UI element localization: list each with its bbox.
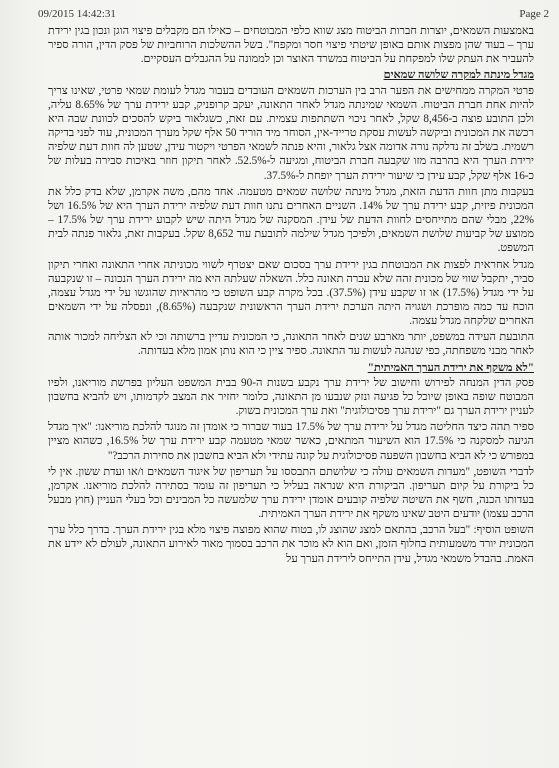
section-heading-appraisers: מגדל מינתה למקרה שלושה שמאים	[383, 69, 534, 82]
paragraph-intro: באמצעות השמאים, יוצרות חברות הביטוח מצג שווא כלפי המבוטחים – כאילו הם מקבלים פיצוי הוגן ונכון בגין ירידת ערך – בעוד שהן מפצות אותם באופן שיטתי פיצוי חסר ומקפח". בשל ההשלכות הרוחביות של פסק הדין, הורה ספיר להעביר את העתק שלו למפקחת על הביטוח במשרד האוצר וכן לממונה על ההגבלים העסקיים.	[48, 25, 534, 66]
page-number: Page 2	[519, 8, 549, 20]
section-heading-real-value: "לא משקף את ירידת הערך האמיתית"	[367, 361, 534, 374]
print-datetime: 09/2015 14:42:31	[38, 8, 116, 20]
paragraph-liability: מגדל אחראית לפצות את המבוטחת בגין ירידת ערך בסכום שאם יצטרף לשווי מכוניתה אחרי התאונה ואחרי תיקון סביר, יתקבל שווי של מכונית זהה שלא עברה תאונה כלל. השאלה שעלתה היא מה ירידת הערך הנכונה – זו שנקבעה על ידי מגדל (17.5%) או זו שקבע עידן (37.5%). בכל מקרה קבע השופט כי מהראיות שהוגשו על ידי מגדל עצמה, הוכח עד כמה מופרכת ושגויה היתה הערכת ירידת הערך הראשונית שנקבעה (8.65%), ונפסלה על ידי השמאים האחרים שלקחה מגדל עצמה.	[48, 258, 534, 328]
paragraph-tariff-critique: לדברי השופט, "מעדות השמאים עולה כי שלושתם התבססו על תעריפון של איגוד השמאים ו/או ועדת ששון. אין לי כל ביקורת על קיום תעריפון. הביקורת היא שנראה בעליל כי תעריפון זה עומד בסתירה להלכת מוריאנו. אקרמן, בעדותו הכנה, חשף את השיטה שלפיה קובעים אומדן ירידת ערך שלמעשה כל המבינים וכל בעלי העניין (חוץ מבעל הרכב עצמו) יודעים היטב שאינו משקף את ירידת הערך האמיתית.	[48, 465, 534, 521]
paragraph-testimony: התובעת העידה במשפט, יותר מארבע שנים לאחר התאונה, כי המכונית עדיין ברשותה וכי לא הצליחה למכור אותה לאחר מבני משפחתה, כפי שנהגה לעשות עד התאונה. ספיר ציין כי הוא נותן אמון מלא בעדותה.	[48, 331, 534, 358]
paragraph-three-appraisers: בעקבות מתן חוות הדעת הזאת, מגדל מינתה שלושה שמאים מטעמה. אחד מהם, משה אקרמן, שלא בדק כלל את המכונית פיזית, קבע ירידת ערך של 14%. השניים האחרים נתנו חוות דעת שלפיה ירידת הערך היא של 16.5% ושל 22%, מבלי שהם מתייחסים לחוות הדעת של עידן. המסקנה של מגדל היתה שיש לקבוע ירידת ערך של 17.5% – ממוצע של קביעות שלושת השמאים, ולפיכך מגדל שילמה לתובעת עוד 8,652 שקל. בעקבות זאת, גלאור פנתה לבית המשפט.	[48, 185, 534, 255]
article-body	[48, 24, 534, 764]
paragraph-sapir-question: ספיר תהה כיצד החליטה מגדל על ירידת ערך של 17.5% בעוד שברור כי אומדן זה מנוגד להלכת מוריאנו: "איך מגדל הגיעה למסקנה כי 17.5% הוא השיעור המתאים, כאשר שמאי מטעמה קבע ירידת ערך של 16.5%, כשהוא מציין במפורש כי לא הביא בחשבון השפעה פסיכולוגית על קונה עתידי ולא הביא בחשבון את סחירות הרכב?"	[48, 421, 534, 462]
paragraph-moriano-ruling: פסק הדין המנחה לפירוש וחישוב של ירידת ערך נקבע בשנות ה-90 בבית המשפט העליון בפרשת מוריאנו, ולפיו המבוטח שופה באופן שיוכל כל פגיעה ונזק שנבעו מן התאונה, כלומר יחזיר את המצב לקדמותו, ויש להביא בחשבון לעניין ירידת הערך גם "ירידת ערך פסיכולוגית" ואת ערך המכונית בשוק.	[48, 376, 534, 418]
paragraph-judge-added: השופט הוסיף: "בעל הרכב, בהתאם למצג שהוצג לו, בטוח שהוא מפוצה פיצוי מלא בגין ירידת הערך. בדרך כלל ערך המכונית יורד משמעותית בחלוף הזמן, ואם הוא לא מוכר את הרכב בסמוך מאוד לאירוע התאונה, לעולם לא יידע את האמת. בהבדל משמאי מגדל, עידן התייחס לירידת הערך על	[48, 524, 534, 565]
print-header	[0, 8, 559, 24]
paragraph-case-details: פרטי המקרה ממחישים את הפער הרב בין הערכות השמאים העובדים בעבור מגדל לעומת שמאי פרטי, שאינו צריך להיות אחת חברת הביטוח. השמאי שמינתה מגדל לאחר התאונה, יעקב קרופניק, קבע ירידת ערך של 8.65% עליה, ולכן התובע פוצה ב-8,456 שקל, לאחר ניכוי השתתפות עצמית. עם זאת, כשגלאור ביקש להסכים לכוונת שבה היא רכשה את המכונית וביקשה לעשות עסקת טרייד-אין, הסוחר מיד הוריד 50 אלף שקל מערך המכונית, עוד לפני בדיקה רשמית. בשלב זה נדלקה נורה אדומה אצל גלאור, והיא פנתה לשמאי הפרטי ויקטור עידן, שטען לה חוות דעת שלפיה ירידת הערך היא בהרבה מזו שקבעה חברת הביטוח, ומגיעה ל-52.5%. לאחר תיקון חוזר באיכות סבירה בעלות של כ-16 אלף שקל, קבע עידן כי שיעור ירידת הערך יופחת ל-37.5%.	[48, 84, 534, 182]
